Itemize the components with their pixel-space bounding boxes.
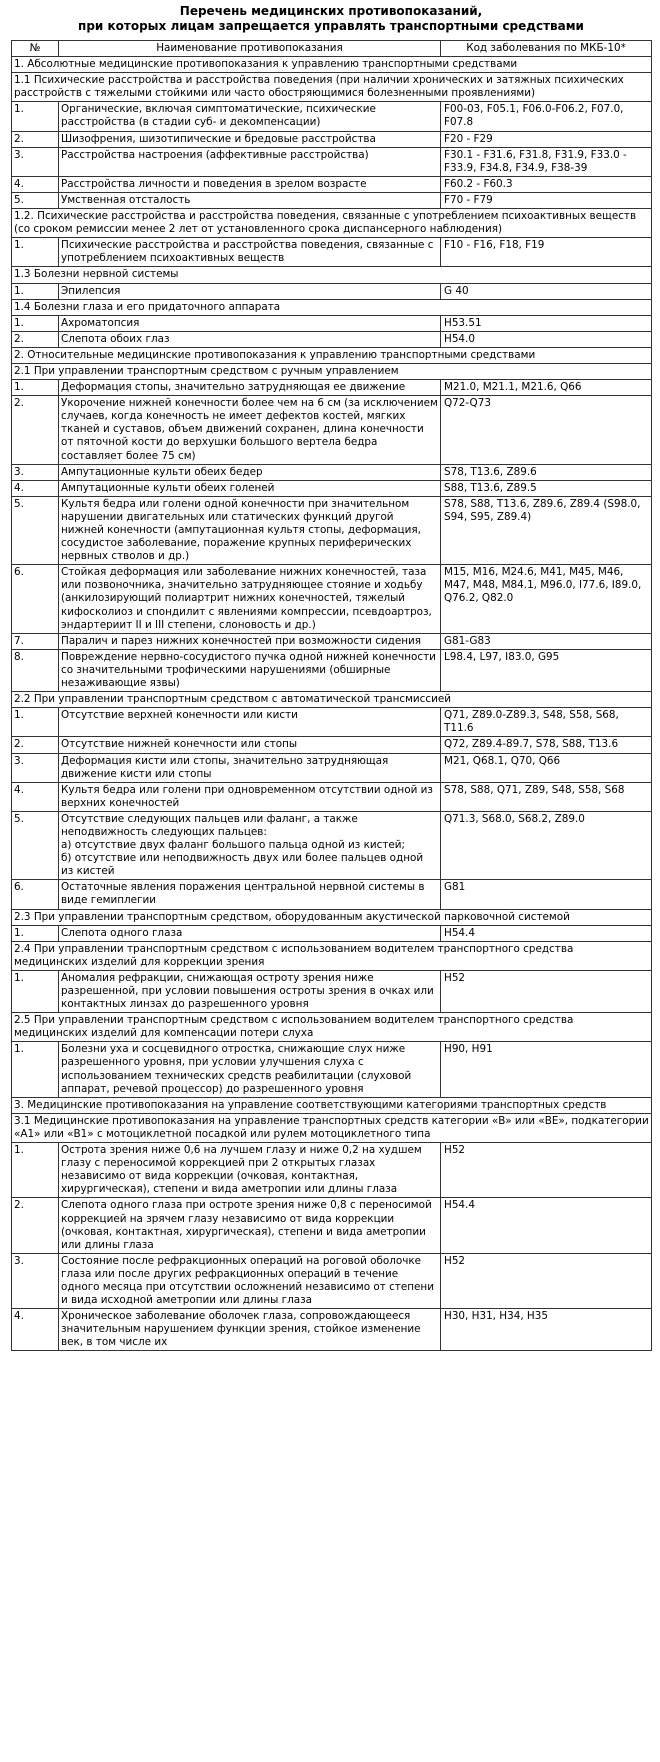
contraindication-name: Слепота одного глаза bbox=[59, 925, 441, 941]
row-number: 3. bbox=[12, 147, 59, 176]
header-code: Код заболевания по МКБ-10* bbox=[441, 41, 652, 57]
table-row bbox=[12, 102, 652, 131]
icd-code: H90, H91 bbox=[441, 1042, 652, 1097]
table-row bbox=[12, 925, 652, 941]
contraindication-name: Деформация стопы, значительно затрудняющая ее движение bbox=[59, 380, 441, 396]
icd-code: Q71, Z89.0-Z89.3, S48, S58, S68, T11.6 bbox=[441, 708, 652, 737]
row-number: 5. bbox=[12, 192, 59, 208]
icd-code: H52 bbox=[441, 1143, 652, 1198]
icd-code: F30.1 - F31.6, F31.8, F31.9, F33.0 - F33.9, F34.8, F34.9, F38-39 bbox=[441, 147, 652, 176]
row-number: 1. bbox=[12, 970, 59, 1012]
section-title: 2.1 При управлении транспортным средством с ручным управлением bbox=[12, 363, 652, 379]
icd-code: H30, H31, H34, H35 bbox=[441, 1309, 652, 1351]
section-title: 2.2 При управлении транспортным средством с автоматической трансмиссией bbox=[12, 692, 652, 708]
table-row bbox=[12, 396, 652, 464]
table-row bbox=[12, 131, 652, 147]
icd-code: H52 bbox=[441, 970, 652, 1012]
contraindication-name: Ампутационные культи обеих бедер bbox=[59, 464, 441, 480]
table-row bbox=[12, 464, 652, 480]
contraindication-name: Болезни уха и сосцевидного отростка, снижающие слух ниже разрешенного уровня, при условии улучшения слуха с использованием технических средств реабилитации (слуховой аппарат, речевой процессор) до разрешенного уровня bbox=[59, 1042, 441, 1097]
table-row bbox=[12, 1042, 652, 1097]
row-number: 4. bbox=[12, 176, 59, 192]
icd-code: H54.4 bbox=[441, 925, 652, 941]
icd-code: M15, M16, M24.6, M41, M45, M46, M47, M48, M84.1, M96.0, I77.6, I89.0, Q76.2, Q82.0 bbox=[441, 565, 652, 633]
icd-code: Q72, Z89.4-89.7, S78, S88, T13.6 bbox=[441, 737, 652, 753]
contraindication-name: Повреждение нервно-сосудистого пучка одной нижней конечности со значительными трофическими нарушениями (обширные незаживающие язвы) bbox=[59, 649, 441, 691]
icd-code: L98.4, L97, I83.0, G95 bbox=[441, 649, 652, 691]
icd-code: G81-G83 bbox=[441, 633, 652, 649]
contraindication-name: Шизофрения, шизотипические и бредовые расстройства bbox=[59, 131, 441, 147]
table-row bbox=[12, 192, 652, 208]
table-row bbox=[12, 782, 652, 811]
table-row bbox=[12, 380, 652, 396]
section-title: 1.2. Психические расстройства и расстройства поведения, связанные с употреблением психоактивных веществ (со сроком ремиссии менее 2 лет от установленного срока диспансерного наблюдения) bbox=[12, 209, 652, 238]
icd-code: S78, S88, T13.6, Z89.6, Z89.4 (S98.0, S94, S95, Z89.4) bbox=[441, 496, 652, 564]
contraindications-table bbox=[11, 40, 652, 1351]
section-row bbox=[12, 1013, 652, 1042]
table-row bbox=[12, 737, 652, 753]
table-row bbox=[12, 176, 652, 192]
row-number: 2. bbox=[12, 737, 59, 753]
icd-code: F60.2 - F60.3 bbox=[441, 176, 652, 192]
section-row bbox=[12, 57, 652, 73]
row-number: 1. bbox=[12, 380, 59, 396]
contraindication-name: Психические расстройства и расстройства поведения, связанные с употреблением психоактивных веществ bbox=[59, 238, 441, 267]
row-number: 1. bbox=[12, 1042, 59, 1097]
row-number: 3. bbox=[12, 753, 59, 782]
icd-code: H54.4 bbox=[441, 1198, 652, 1253]
table-row bbox=[12, 331, 652, 347]
contraindication-name: Отсутствие следующих пальцев или фаланг, а также неподвижность следующих пальцев: а) отсутствие двух фаланг большого пальца одной из кистей; б) отсутствие или неподвижность двух или более пальцев одной из кистей bbox=[59, 811, 441, 879]
section-title: 1.3 Болезни нервной системы bbox=[12, 267, 652, 283]
icd-code: F20 - F29 bbox=[441, 131, 652, 147]
section-row bbox=[12, 267, 652, 283]
section-title: 3.1 Медицинские противопоказания на управление транспортных средств категории «B» или «BE», подкатегории «A1» или «B1» с мотоциклетной посадкой или рулем мотоциклетного типа bbox=[12, 1113, 652, 1142]
section-row bbox=[12, 1097, 652, 1113]
contraindication-name: Эпилепсия bbox=[59, 283, 441, 299]
contraindication-name: Отсутствие верхней конечности или кисти bbox=[59, 708, 441, 737]
icd-code: Q71.3, S68.0, S68.2, Z89.0 bbox=[441, 811, 652, 879]
contraindication-name: Аномалия рефракции, снижающая остроту зрения ниже разрешенной, при условии повышения остроты зрения в очках или контактных линзах до разрешенного уровня bbox=[59, 970, 441, 1012]
icd-code: H54.0 bbox=[441, 331, 652, 347]
icd-code: S78, T13.6, Z89.6 bbox=[441, 464, 652, 480]
row-number: 2. bbox=[12, 1198, 59, 1253]
contraindication-name: Расстройства настроения (аффективные расстройства) bbox=[59, 147, 441, 176]
contraindication-name: Стойкая деформация или заболевание нижних конечностей, таза или позвоночника, значительно затрудняющее стояние и ходьбу (анкилозирующий полиартрит нижних конечностей, тяжелый кифосколиоз и спондилит с явлениями компрессии, псевдоартроз, эндартериит II и III степени, слоновость и др.) bbox=[59, 565, 441, 633]
icd-code: S78, S88, Q71, Z89, S48, S58, S68 bbox=[441, 782, 652, 811]
icd-code: H53.51 bbox=[441, 315, 652, 331]
row-number: 4. bbox=[12, 782, 59, 811]
icd-code: S88, T13.6, Z89.5 bbox=[441, 480, 652, 496]
table-row bbox=[12, 811, 652, 879]
row-number: 6. bbox=[12, 565, 59, 633]
contraindication-name: Культя бедра или голени одной конечности при значительном нарушении двигательных или статических функций другой нижней конечности (ампутационная культя стопы, деформация, сосудистое заболевание, поражение крупных периферических нервных стволов и др.) bbox=[59, 496, 441, 564]
icd-code: Q72-Q73 bbox=[441, 396, 652, 464]
contraindication-name: Ампутационные культи обеих голеней bbox=[59, 480, 441, 496]
section-title: 2.5 При управлении транспортным средством с использованием водителем транспортного средства медицинских изделий для компенсации потери слуха bbox=[12, 1013, 652, 1042]
contraindication-name: Хроническое заболевание оболочек глаза, сопровождающееся значительным нарушением функции зрения, стойкое изменение век, в том числе их bbox=[59, 1309, 441, 1351]
row-number: 3. bbox=[12, 464, 59, 480]
section-title: 1.4 Болезни глаза и его придаточного аппарата bbox=[12, 299, 652, 315]
table-row bbox=[12, 315, 652, 331]
section-title: 2.4 При управлении транспортным средством с использованием водителем транспортного средства медицинских изделий для коррекции зрения bbox=[12, 941, 652, 970]
contraindication-name: Культя бедра или голени при одновременном отсутствии одной из верхних конечностей bbox=[59, 782, 441, 811]
contraindication-name: Состояние после рефракционных операций на роговой оболочке глаза или после других рефракционных операций в течение одного месяца при отсутствии осложнений независимо от степени и вида исходной аметропии или длины глаза bbox=[59, 1253, 441, 1308]
table-row bbox=[12, 1143, 652, 1198]
contraindication-name: Укорочение нижней конечности более чем на 6 см (за исключением случаев, когда конечность не имеет дефектов костей, мягких тканей и суставов, объем движений сохранен, длина конечности от пяточной кости до верхушки большого вертела бедра составляет более 75 см) bbox=[59, 396, 441, 464]
row-number: 1. bbox=[12, 925, 59, 941]
row-number: 7. bbox=[12, 633, 59, 649]
section-row bbox=[12, 299, 652, 315]
icd-code: M21, Q68.1, Q70, Q66 bbox=[441, 753, 652, 782]
contraindication-name: Отсутствие нижней конечности или стопы bbox=[59, 737, 441, 753]
row-number: 6. bbox=[12, 880, 59, 909]
contraindication-name: Слепота обоих глаз bbox=[59, 331, 441, 347]
section-row bbox=[12, 363, 652, 379]
title-line-1: Перечень медицинских противопоказаний, bbox=[179, 4, 483, 18]
section-title: 3. Медицинские противопоказания на управление соответствующими категориями транспортных средств bbox=[12, 1097, 652, 1113]
title-line-2: при которых лицам запрещается управлять транспортными средствами bbox=[78, 19, 584, 33]
section-row bbox=[12, 941, 652, 970]
table-row bbox=[12, 633, 652, 649]
row-number: 5. bbox=[12, 811, 59, 879]
row-number: 1. bbox=[12, 238, 59, 267]
contraindication-name: Умственная отсталость bbox=[59, 192, 441, 208]
contraindication-name: Деформация кисти или стопы, значительно затрудняющая движение кисти или стопы bbox=[59, 753, 441, 782]
row-number: 1. bbox=[12, 102, 59, 131]
contraindication-name: Слепота одного глаза при остроте зрения ниже 0,8 с переносимой коррекцией на зрячем глазу независимо от вида коррекции (очковая, контактная, хирургическая), степени и вида аметропии или длины глаза bbox=[59, 1198, 441, 1253]
icd-code: G 40 bbox=[441, 283, 652, 299]
table-row bbox=[12, 970, 652, 1012]
table-row bbox=[12, 238, 652, 267]
contraindication-name: Ахроматопсия bbox=[59, 315, 441, 331]
section-row bbox=[12, 909, 652, 925]
contraindication-name: Остаточные явления поражения центральной нервной системы в виде гемиплегии bbox=[59, 880, 441, 909]
row-number: 1. bbox=[12, 315, 59, 331]
contraindication-name: Паралич и парез нижних конечностей при возможности сидения bbox=[59, 633, 441, 649]
row-number: 1. bbox=[12, 708, 59, 737]
section-title: 2.3 При управлении транспортным средством, оборудованным акустической парковочной системой bbox=[12, 909, 652, 925]
table-row bbox=[12, 1253, 652, 1308]
row-number: 8. bbox=[12, 649, 59, 691]
document-title bbox=[11, 0, 651, 40]
table-row bbox=[12, 147, 652, 176]
icd-code: G81 bbox=[441, 880, 652, 909]
table-row bbox=[12, 565, 652, 633]
row-number: 1. bbox=[12, 283, 59, 299]
table-row bbox=[12, 1309, 652, 1351]
icd-code: H52 bbox=[441, 1253, 652, 1308]
table-row bbox=[12, 1198, 652, 1253]
table-row bbox=[12, 753, 652, 782]
table-row bbox=[12, 708, 652, 737]
table-row bbox=[12, 496, 652, 564]
row-number: 1. bbox=[12, 1143, 59, 1198]
table-body bbox=[12, 57, 652, 1351]
table-row bbox=[12, 880, 652, 909]
section-row bbox=[12, 347, 652, 363]
icd-code: F10 - F16, F18, F19 bbox=[441, 238, 652, 267]
section-row bbox=[12, 209, 652, 238]
contraindication-name: Органические, включая симптоматические, психические расстройства (в стадии суб- и декомпенсации) bbox=[59, 102, 441, 131]
section-title: 1. Абсолютные медицинские противопоказания к управлению транспортными средствами bbox=[12, 57, 652, 73]
row-number: 4. bbox=[12, 480, 59, 496]
header-number: № bbox=[12, 41, 59, 57]
row-number: 2. bbox=[12, 396, 59, 464]
icd-code: F70 - F79 bbox=[441, 192, 652, 208]
section-row bbox=[12, 1113, 652, 1142]
row-number: 2. bbox=[12, 331, 59, 347]
row-number: 5. bbox=[12, 496, 59, 564]
section-row bbox=[12, 73, 652, 102]
row-number: 4. bbox=[12, 1309, 59, 1351]
row-number: 2. bbox=[12, 131, 59, 147]
icd-code: M21.0, M21.1, M21.6, Q66 bbox=[441, 380, 652, 396]
section-title: 1.1 Психические расстройства и расстройства поведения (при наличии хронических и затяжных психических расстройств с тяжелыми стойкими или часто обостряющимися болезненными проявлениями) bbox=[12, 73, 652, 102]
table-row bbox=[12, 649, 652, 691]
section-row bbox=[12, 692, 652, 708]
table-row bbox=[12, 283, 652, 299]
contraindication-name: Расстройства личности и поведения в зрелом возрасте bbox=[59, 176, 441, 192]
table-header-row bbox=[12, 41, 652, 57]
contraindication-name: Острота зрения ниже 0,6 на лучшем глазу и ниже 0,2 на худшем глазу с переносимой коррекцией при 2 открытых глазах независимо от вида коррекции (очковая, контактная, хирургическая), степени и вида аметропии или длины глаза bbox=[59, 1143, 441, 1198]
section-title: 2. Относительные медицинские противопоказания к управлению транспортными средствами bbox=[12, 347, 652, 363]
icd-code: F00-03, F05.1, F06.0-F06.2, F07.0, F07.8 bbox=[441, 102, 652, 131]
row-number: 3. bbox=[12, 1253, 59, 1308]
table-row bbox=[12, 480, 652, 496]
header-name: Наименование противопоказания bbox=[59, 41, 441, 57]
